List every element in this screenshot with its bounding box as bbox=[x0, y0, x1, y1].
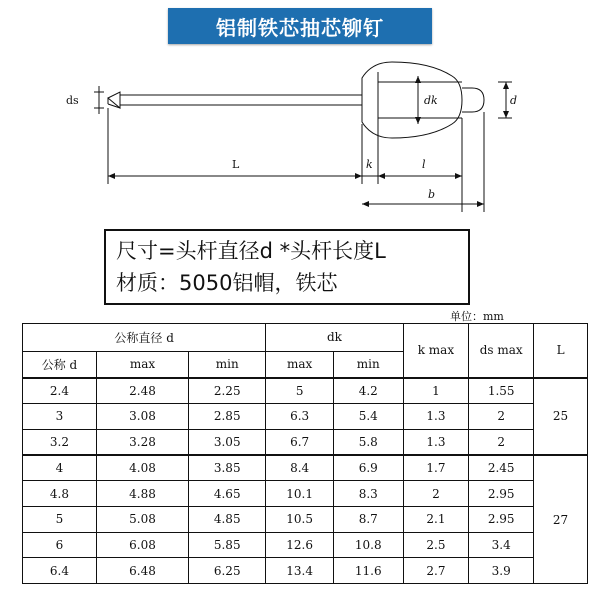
cell-dk-min: 6.9 bbox=[333, 455, 403, 481]
header-L: L bbox=[534, 324, 588, 378]
label-l: l bbox=[422, 158, 426, 171]
label-L: L bbox=[232, 158, 240, 171]
cell-d-min: 4.85 bbox=[189, 506, 266, 532]
cell-k: 1.3 bbox=[403, 429, 469, 455]
cell-d-max: 6.48 bbox=[96, 558, 188, 584]
table-row bbox=[23, 506, 588, 532]
cell-dk-min: 11.6 bbox=[333, 558, 403, 584]
cell-dk-min: 8.7 bbox=[333, 506, 403, 532]
cell-dk-min: 10.8 bbox=[333, 532, 403, 558]
table-row bbox=[23, 532, 588, 558]
cell-dk-max: 6.7 bbox=[266, 429, 334, 455]
title-banner bbox=[168, 8, 432, 44]
cell-d-min: 2.85 bbox=[189, 404, 266, 430]
cell-dk-max: 8.4 bbox=[266, 455, 334, 481]
cell-d: 2.4 bbox=[23, 378, 97, 404]
cell-ds: 3.4 bbox=[469, 532, 534, 558]
cell-dk-min: 4.2 bbox=[333, 378, 403, 404]
cell-d: 4 bbox=[23, 455, 97, 481]
cell-d: 5 bbox=[23, 506, 97, 532]
table-row bbox=[23, 404, 588, 430]
cell-d-max: 4.08 bbox=[96, 455, 188, 481]
cell-d-max: 2.48 bbox=[96, 378, 188, 404]
subheader-d-max: max bbox=[96, 351, 188, 378]
table-row bbox=[23, 429, 588, 455]
label-d: d bbox=[510, 94, 518, 107]
cell-d: 3.2 bbox=[23, 429, 97, 455]
cell-dk-min: 5.8 bbox=[333, 429, 403, 455]
table-row bbox=[23, 455, 588, 481]
cell-L-group-1: 25 bbox=[534, 378, 588, 455]
cell-dk-max: 10.1 bbox=[266, 481, 334, 507]
label-dk: dk bbox=[424, 94, 438, 107]
spec-box bbox=[104, 229, 470, 305]
cell-d: 3 bbox=[23, 404, 97, 430]
cell-dk-max: 13.4 bbox=[266, 558, 334, 584]
label-k: k bbox=[366, 158, 373, 171]
table-row bbox=[23, 378, 588, 404]
cell-d: 4.8 bbox=[23, 481, 97, 507]
rivet-head bbox=[362, 62, 462, 138]
cell-dk-max: 5 bbox=[266, 378, 334, 404]
cell-dk-min: 8.3 bbox=[333, 481, 403, 507]
cell-k: 1.3 bbox=[403, 404, 469, 430]
page-title: 铝制铁芯抽芯铆钉 bbox=[216, 15, 384, 40]
cell-d-max: 5.08 bbox=[96, 506, 188, 532]
cell-d-max: 3.28 bbox=[96, 429, 188, 455]
cell-d-min: 4.65 bbox=[189, 481, 266, 507]
cell-ds: 3.9 bbox=[469, 558, 534, 584]
unit-label: 单位：mm bbox=[450, 310, 504, 323]
cell-ds: 2.45 bbox=[469, 455, 534, 481]
rivet-drawing bbox=[0, 52, 600, 222]
subheader-dk-max: max bbox=[266, 351, 334, 378]
cell-d-min: 2.25 bbox=[189, 378, 266, 404]
cell-d-min: 6.25 bbox=[189, 558, 266, 584]
cell-k: 2 bbox=[403, 481, 469, 507]
cell-d-min: 3.05 bbox=[189, 429, 266, 455]
cell-ds: 2.95 bbox=[469, 506, 534, 532]
header-nominal-diameter: 公称直径 d bbox=[23, 324, 266, 352]
cell-dk-max: 12.6 bbox=[266, 532, 334, 558]
spec-line-material: 材质：5050铝帽，铁芯 bbox=[116, 271, 338, 295]
cell-d-max: 6.08 bbox=[96, 532, 188, 558]
header-k-max: k max bbox=[403, 324, 469, 378]
cell-d-min: 5.85 bbox=[189, 532, 266, 558]
subheader-dk-min: min bbox=[333, 351, 403, 378]
cell-dk-max: 10.5 bbox=[266, 506, 334, 532]
header-dk: dk bbox=[266, 324, 403, 352]
cell-dk-min: 5.4 bbox=[333, 404, 403, 430]
cell-k: 1.7 bbox=[403, 455, 469, 481]
cell-d: 6.4 bbox=[23, 558, 97, 584]
cell-dk-max: 6.3 bbox=[266, 404, 334, 430]
table-row bbox=[23, 481, 588, 507]
label-b: b bbox=[428, 188, 436, 201]
cell-k: 2.1 bbox=[403, 506, 469, 532]
cell-L-group-2: 27 bbox=[534, 455, 588, 583]
cell-d-max: 3.08 bbox=[96, 404, 188, 430]
cell-d-max: 4.88 bbox=[96, 481, 188, 507]
table-row bbox=[23, 558, 588, 584]
cell-k: 2.5 bbox=[403, 532, 469, 558]
cell-ds: 2 bbox=[469, 404, 534, 430]
cell-ds: 1.55 bbox=[469, 378, 534, 404]
label-ds: ds bbox=[66, 94, 79, 107]
cell-k: 1 bbox=[403, 378, 469, 404]
cell-d-min: 3.85 bbox=[189, 455, 266, 481]
spec-line-size: 尺寸=头杆直径d *头杆长度L bbox=[116, 239, 386, 263]
rivet-diagram bbox=[0, 52, 600, 222]
cell-d: 6 bbox=[23, 532, 97, 558]
subheader-d-min: min bbox=[189, 351, 266, 378]
cell-ds: 2.95 bbox=[469, 481, 534, 507]
header-ds-max: ds max bbox=[469, 324, 534, 378]
cell-ds: 2 bbox=[469, 429, 534, 455]
cell-k: 2.7 bbox=[403, 558, 469, 584]
subheader-nominal-d: 公称 d bbox=[23, 351, 97, 378]
spec-table bbox=[22, 323, 588, 584]
